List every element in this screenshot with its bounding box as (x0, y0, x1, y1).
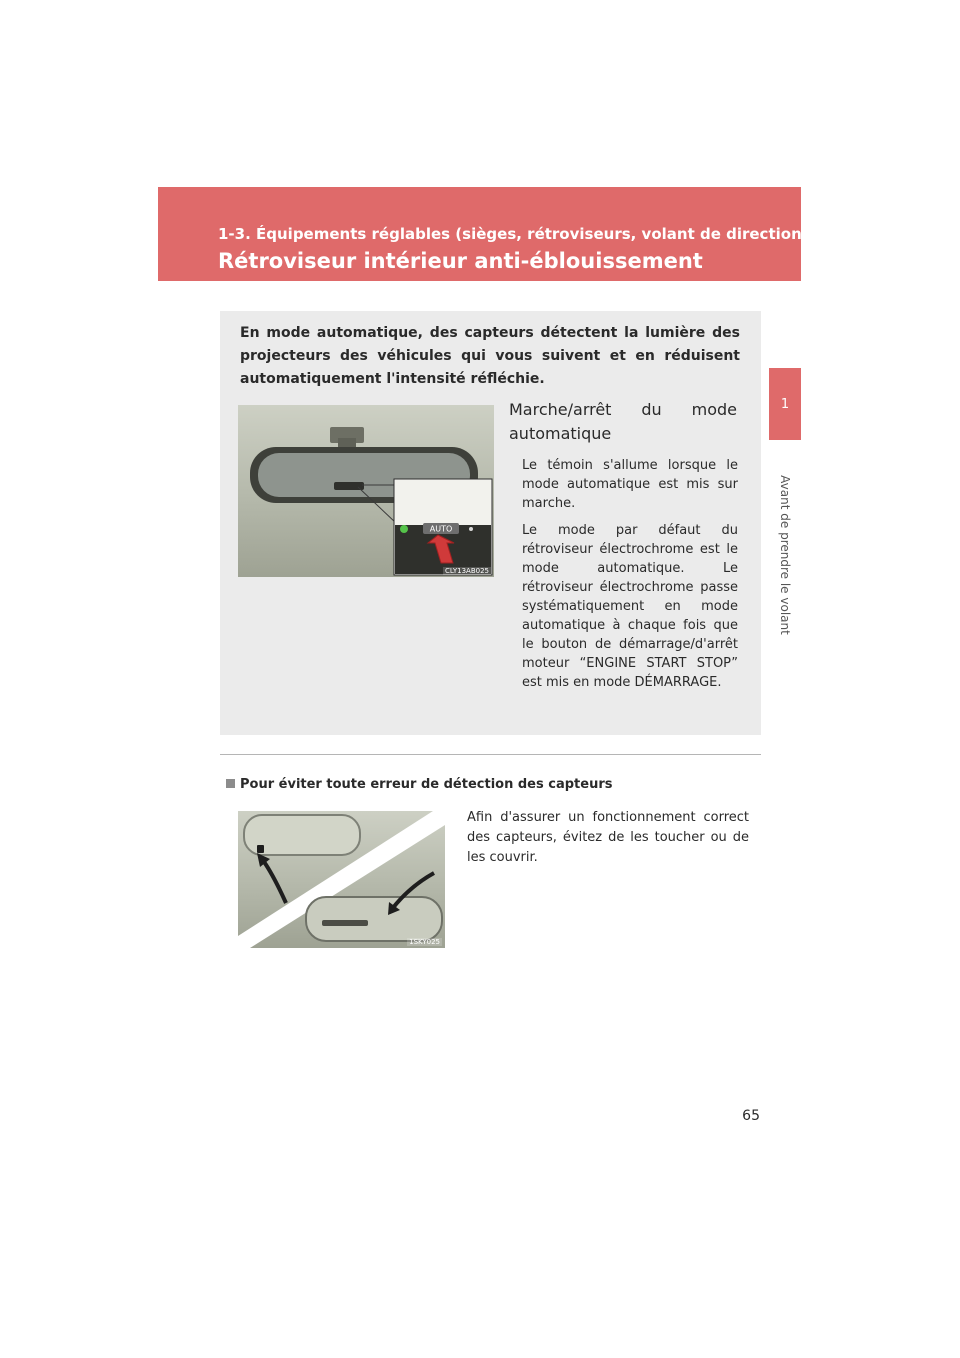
page-number: 65 (742, 1108, 760, 1124)
sensor-arrow-icon (262, 859, 286, 903)
sensor-heading-text: Pour éviter toute erreur de détection des capteurs (240, 777, 613, 792)
auto-button-label: AUTO (429, 524, 453, 534)
sensor-section-heading (226, 777, 612, 792)
sensor-image-code: 1SKY025 (409, 938, 440, 946)
chapter-label: Avant de prendre le volant (778, 475, 793, 635)
section-divider (220, 754, 761, 755)
page-title: Rétroviseur intérieur anti-éblouissement (218, 249, 703, 273)
chapter-side-label (762, 475, 808, 635)
mirror-illustration (238, 405, 494, 577)
section-label: 1-3. Équipements réglables (sièges, rétroviseurs, volant de direction) (218, 225, 809, 243)
chapter-number: 1 (780, 396, 790, 412)
auto-mode-mirror-photo (238, 405, 494, 577)
square-bullet-icon (226, 779, 235, 788)
image-code: CLY13AB025 (445, 567, 489, 575)
intro-box (220, 311, 761, 735)
sensor-illustration (238, 811, 445, 948)
intro-paragraph: En mode automatique, des capteurs détectent la lumière des projecteurs des véhicules qui vous suivent et en réduisent automatiquement l'intensité réfléchie. (240, 325, 740, 387)
chapter-header-band (158, 187, 809, 281)
item-text-indicator: Le témoin s'allume lorsque le mode automatique est mis sur marche. (522, 458, 738, 511)
sensor-paragraph: Afin d'assurer un fonctionnement correct des capteurs, évitez de les toucher ou de les couvrir. (467, 810, 749, 865)
item-text-default-mode: Le mode par défaut du rétroviseur électrochrome est le mode automatique. Le rétroviseur électrochrome passe systématiquement en mode automatique à chaque fois que le bouton de démarrage/d'arrêt moteur “ENGINE START STOP” est mis en mode DÉMARRAGE. (522, 523, 738, 690)
item-title: Marche/arrêt du mode automatique (509, 400, 737, 443)
chapter-tab (769, 368, 801, 440)
sensor-mirror-photo (238, 811, 445, 948)
